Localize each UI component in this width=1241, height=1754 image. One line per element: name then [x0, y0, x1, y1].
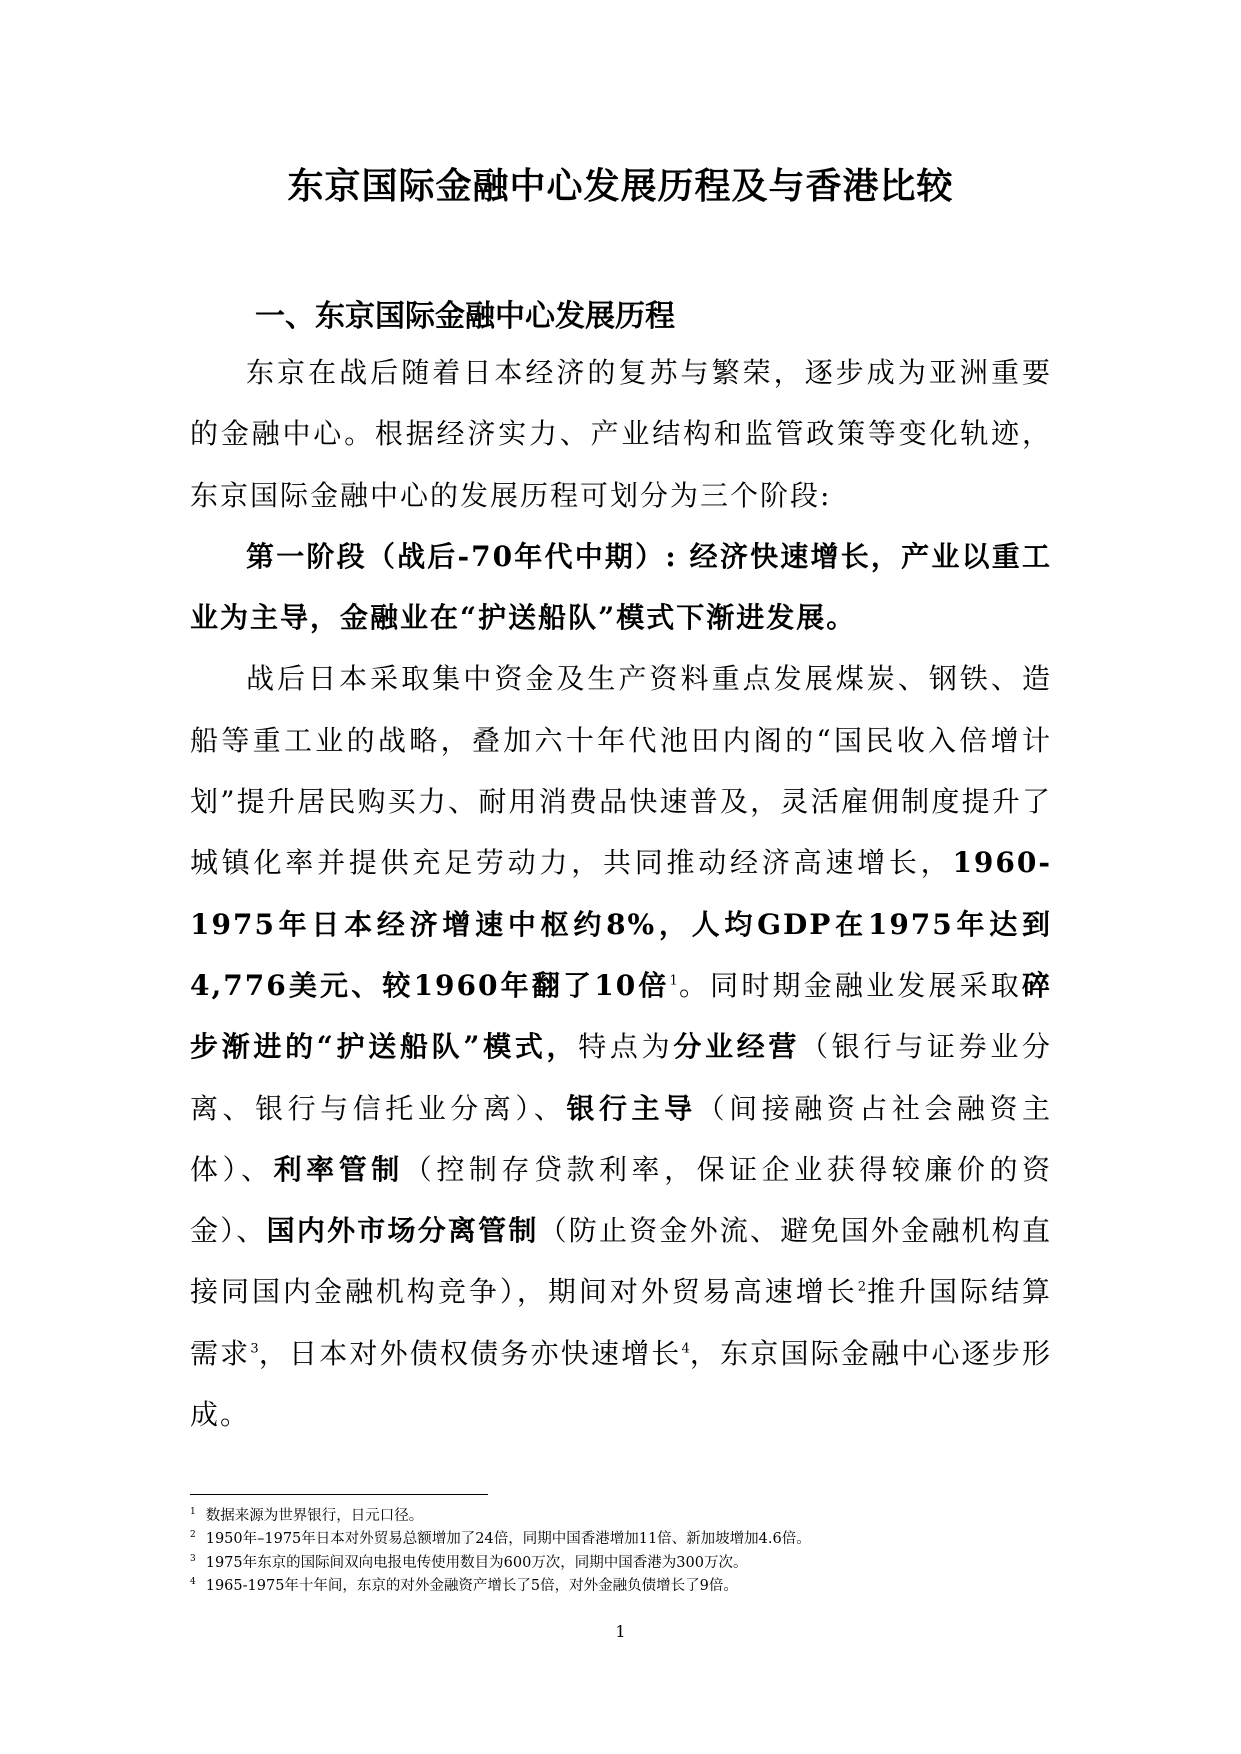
bold-run: 银行主导 [566, 1091, 697, 1125]
footnote [190, 1550, 1110, 1573]
intro-paragraph: 东京在战后随着日本经济的复苏与繁荣，逐步成为亚洲重要的金融中心。根据经济实力、产业结构和监管政策等变化轨迹，东京国际金融中心的发展历程可划分为三个阶段: [190, 356, 1052, 512]
footnote-text: 1950年–1975年日本对外贸易总额增加了24倍，同期中国香港增加11倍、新加坡增加4.6倍。 [205, 1531, 811, 1548]
text-run: （间接融资占社会融资主体）、 [190, 1091, 1052, 1186]
footnote-ref[interactable]: 1 [669, 973, 678, 989]
footnote [190, 1573, 1110, 1596]
footnote [190, 1526, 1110, 1549]
text-run: ，日本对外债权债务亦快速增长 [258, 1336, 682, 1370]
text-run: （银行与证券业分离、银行与信托业分离）、 [190, 1030, 1052, 1125]
stage-one-heading [190, 526, 1052, 649]
bold-run: 利率管制 [273, 1152, 404, 1186]
footnote-text: 1965-1975年十年间，东京的对外金融资产增长了5倍，对外金融负债增长了9倍。 [205, 1577, 738, 1594]
footnotes [190, 1503, 1110, 1596]
bold-run: 分业经营 [673, 1030, 801, 1064]
text-run: 推升国际结算需求 [190, 1275, 1052, 1370]
text-run: 战后日本采取集中资金及生产资料重点发展煤炭、钢铁、造船等重工业的战略，叠加六十年代池田内阁的“国民收入倍增计划”提升居民购买力、耐用消费品快速普及，灵活雇佣制度提升了城镇化率并提供充足劳动力，共同推动经济高速增长， [190, 662, 1052, 880]
footnote-divider [190, 1494, 488, 1495]
footnote-number: 2 [190, 1530, 196, 1541]
footnote-number: 3 [190, 1553, 196, 1564]
footnote-ref[interactable]: 2 [857, 1280, 867, 1296]
text-run: 特点为 [578, 1030, 674, 1064]
footnote-text: 1975年东京的国际间双向电报电传使用数目为600万次，同期中国香港为300万次。 [205, 1554, 748, 1571]
text-run: （防止资金外流、避免国外金融机构直接同国内金融机构竞争），期间对外贸易高速增长 [190, 1214, 1052, 1309]
text-run: 。同时期金融业发展采取 [677, 968, 1022, 1002]
footnote-ref[interactable]: 3 [250, 1341, 259, 1357]
text-run: （控制存贷款利率，保证企业获得较廉价的资金）、 [190, 1152, 1052, 1248]
footnote-number: 1 [190, 1507, 196, 1517]
stage-one-text: 第一阶段（战后-70年代中期）: 经济快速增长，产业以重工业为主导，金融业在“护送船队”模式下渐进发展。 [190, 539, 1052, 635]
footnote-text: 数据来源为世界银行，日元口径。 [205, 1507, 424, 1524]
page-number: 1 [615, 1622, 626, 1641]
footnote-ref[interactable]: 4 [681, 1341, 690, 1357]
text-run: ，东京国际金融中心逐步形成。 [190, 1336, 1052, 1432]
bold-run: 国内外市场分离管制 [266, 1214, 539, 1248]
bold-run: 1960-1975年日本经济增速中枢约8%，人均GDP在1975年达到4,776美元、较1960年翻了10倍 [190, 846, 1052, 1002]
document-title: 东京国际金融中心发展历程及与香港比较 [287, 166, 954, 207]
document-body [190, 342, 1052, 1445]
footnote [190, 1503, 1110, 1526]
section-heading: 一、东京国际金融中心发展历程 [255, 299, 675, 334]
bold-run: 碎步渐进的“护送船队”模式， [190, 968, 1052, 1064]
footnote-number: 4 [190, 1576, 196, 1587]
stage-one-paragraph [190, 648, 1052, 1445]
